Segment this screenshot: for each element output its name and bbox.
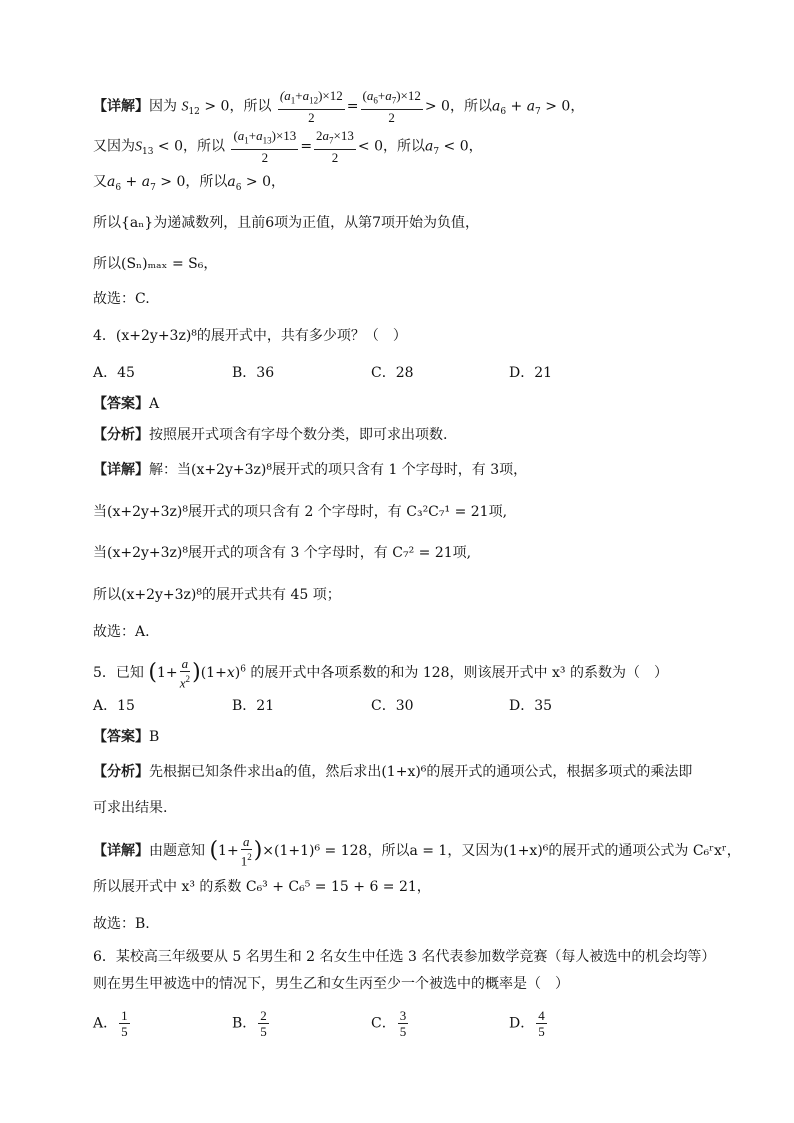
q4-answer: 【答案】A	[93, 396, 160, 412]
q5-option-a: A．15	[93, 698, 135, 714]
q6-option-a: A． $\frac{1}{5}$	[93, 1008, 128, 1039]
fraction: $\frac{(a_1+a_{13})\times 13}{2}$	[233, 128, 297, 165]
q5-detail-line1: 【详解】由题意知 (1+ $\frac{a}{1^2}$ )×(1+1)⁶ = 128，所以a = 1，又因为(1+x)⁶的展开式的通项公式为 C₆ʳxʳ，	[93, 834, 741, 869]
q4-detail-line3: 当(x+2y+3z)⁸展开式的项含有 3 个字母时，有 C₇² = 21项,	[93, 545, 472, 561]
q6-option-c: C． $\frac{3}{5}$	[371, 1008, 407, 1039]
q4-answer-choice: 故选：A.	[93, 624, 150, 640]
s3-detail-line4: 所以{aₙ}为递减数列，且前6项为正值，从第7项开始为负值，	[93, 215, 480, 231]
fraction: $\frac{a}{x^2}$	[179, 656, 190, 691]
q5-answer: 【答案】B	[93, 729, 160, 745]
s3-detail-line1: 【详解】因为 $S_{12} > 0$，所以 $\frac{(a_1+a_{12})\times 12}{2}$ = $\frac{(a_6+a_7)\times 12}{2}$ > 0，所以$a_6 + a_7 > 0$，	[93, 88, 585, 125]
s3-detail-line2: 又因为$S_{13} < 0$，所以 $\frac{(a_1+a_{13})\times 13}{2}$ = $\frac{2a_7\times 13}{2}$ < 0，所以$a_7 < 0$，	[93, 128, 483, 165]
q5-detail-line2: 所以展开式中 x³ 的系数 C₆³ + C₆⁵ = 15 + 6 = 21，	[93, 879, 431, 895]
q6-option-d: D． $\frac{4}{5}$	[509, 1008, 545, 1039]
q6-stem-line2: 则在男生甲被选中的情况下，男生乙和女生丙至少一个被选中的概率是（ ）	[93, 976, 569, 992]
q5-option-d: D．35	[509, 698, 553, 714]
q5-analysis-line1: 【分析】先根据已知条件求出a的值，然后求出(1+x)⁶的展开式的通项公式，根据多项式的乘法即	[93, 764, 693, 780]
q5-answer-choice: 故选：B.	[93, 916, 150, 932]
q5-analysis-line2: 可求出结果.	[93, 800, 168, 816]
s3-detail-line5: 所以(Sₙ)ₘₐₓ = S₆，	[93, 256, 218, 272]
q4-detail-line1: 【详解】解：当(x+2y+3z)⁸展开式的项只含有 1 个字母时，有 3项，	[93, 462, 528, 478]
q4-option-d: D．21	[509, 365, 553, 381]
q6-stem-line1: 6．某校高三年级要从 5 名男生和 2 名女生中任选 3 名代表参加数学竞赛（每人被选中的机会均等）	[93, 949, 716, 965]
fraction: $\frac{(a_6+a_7)\times 12}{2}$	[362, 88, 421, 125]
q5-option-c: C．30	[371, 698, 414, 714]
q4-analysis: 【分析】按照展开式项含有字母个数分类，即可求出项数.	[93, 427, 448, 443]
q6-option-b: B． $\frac{2}{5}$	[232, 1008, 267, 1039]
q5-stem: 5．已知 (1+ $\frac{a}{x^2}$ )$(1+x)^6$ 的展开式中各项系数的和为 128，则该展开式中 x³ 的系数为（ ）	[93, 656, 668, 691]
q5-option-b: B．21	[232, 698, 275, 714]
fraction: $\frac{a}{1^2}$	[240, 834, 252, 869]
fraction: $\frac{2a_7\times 13}{2}$	[316, 128, 354, 165]
s3-answer-choice: 故选：C.	[93, 291, 150, 307]
q4-detail-line2: 当(x+2y+3z)⁸展开式的项只含有 2 个字母时，有 C₃²C₇¹ = 21项,	[93, 504, 508, 520]
q4-option-b: B．36	[232, 365, 275, 381]
q4-option-a: A．45	[93, 365, 135, 381]
fraction: $\frac{(a_1+a_{12})\times 12}{2}$	[279, 88, 343, 125]
q4-detail-line4: 所以(x+2y+3z)⁸的展开式共有 45 项；	[93, 587, 341, 603]
q4-stem: 4．(x+2y+3z)⁸的展开式中，共有多少项？（ ）	[93, 328, 407, 344]
detail-tag: 【详解】	[93, 98, 149, 115]
s3-detail-line3: 又$a_6 + a_7 > 0$，所以$a_6 > 0$，	[93, 174, 286, 193]
q4-option-c: C．28	[371, 365, 414, 381]
